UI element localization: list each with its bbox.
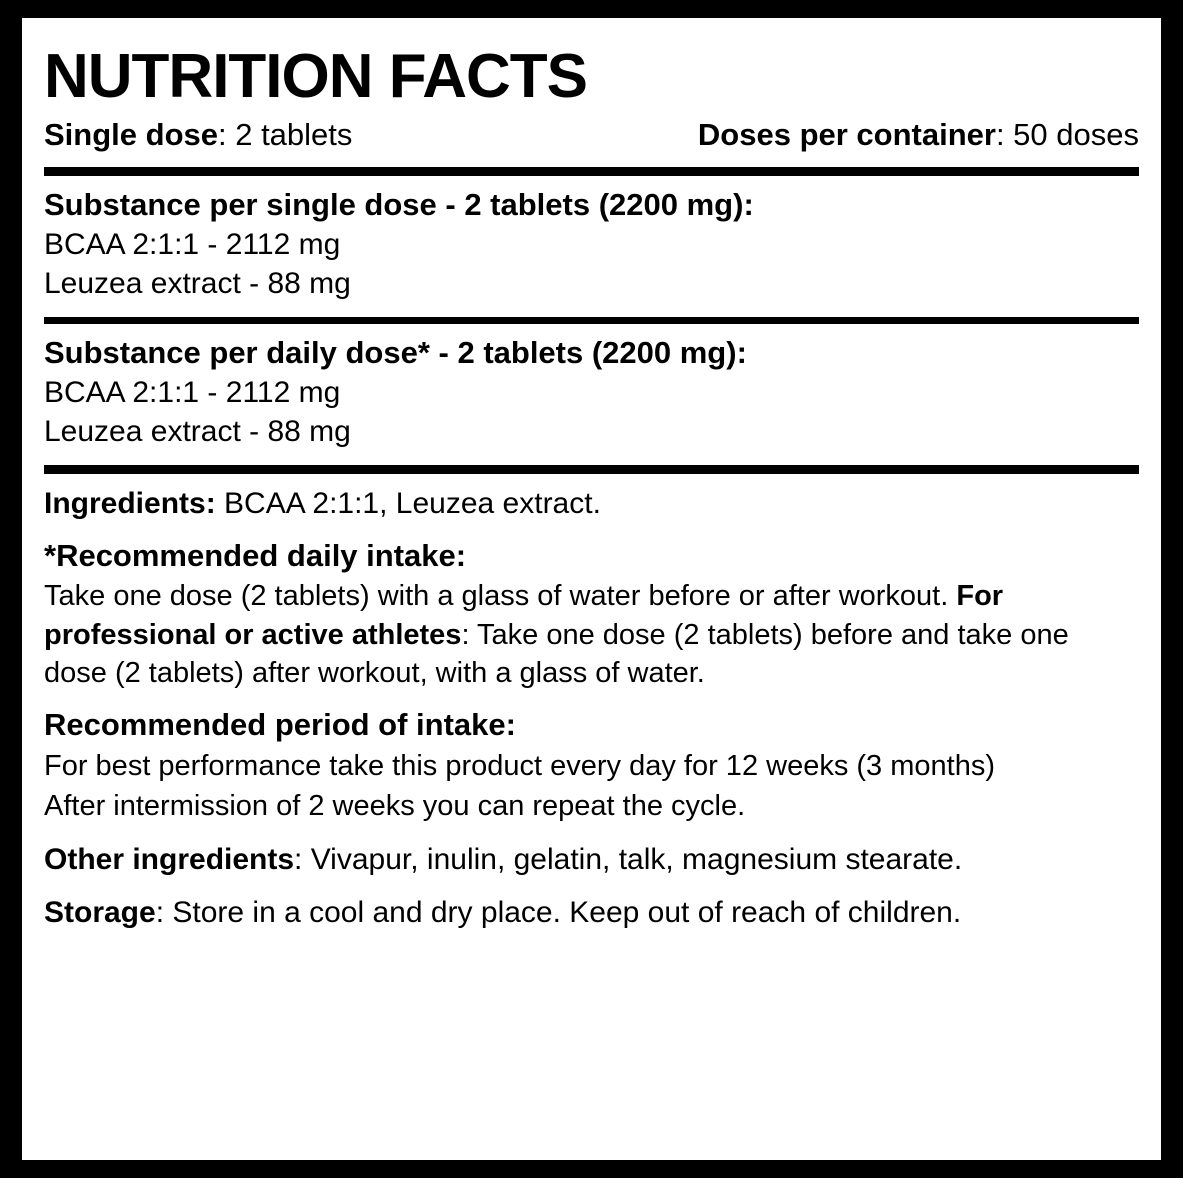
divider-mid [44, 317, 1139, 324]
per-single-dose-item: BCAA 2:1:1 - 2112 mg [44, 227, 341, 261]
ingredients-row [44, 484, 1139, 523]
per-single-dose-item: Leuzea extract - 88 mg [44, 266, 351, 300]
ingredients-label: Ingredients: [44, 486, 216, 520]
doses-per-container-label: Doses per container [697, 117, 996, 152]
recommended-intake-heading: *Recommended daily intake: [44, 537, 467, 573]
divider-thick-bottom [44, 465, 1139, 474]
period-of-intake-line: For best performance take this product every day for 12 weeks (3 months) [44, 749, 995, 782]
per-daily-dose-section [44, 334, 1139, 451]
recommended-intake-text [44, 577, 1139, 692]
page-title: NUTRITION FACTS [44, 42, 587, 111]
single-dose [44, 116, 352, 153]
doses-per-container-value: : 50 doses [995, 117, 1139, 152]
other-ingredients-value: : Vivapur, inulin, gelatin, talk, magnesium stearate. [294, 842, 963, 876]
per-single-dose-section [44, 186, 1139, 303]
other-ingredients-row [44, 840, 1139, 879]
period-of-intake-heading: Recommended period of intake: [44, 707, 516, 743]
single-dose-value: : 2 tablets [217, 117, 353, 152]
divider-thick-top [44, 167, 1139, 176]
per-daily-dose-item: Leuzea extract - 88 mg [44, 414, 351, 448]
recommended-intake-bold-1: For professional or active athletes [44, 580, 1004, 651]
recommended-intake-section [44, 537, 1139, 693]
recommended-intake-text-2: : Take one dose (2 tablets) before and take one dose (2 tablets) after workout, with a glass of water. [44, 618, 1069, 689]
doses-per-container [698, 116, 1139, 153]
storage-value: : Store in a cool and dry place. Keep out of reach of children. [155, 895, 962, 929]
period-of-intake-section [44, 706, 1139, 825]
nutrition-facts-panel [22, 18, 1161, 1160]
serving-row [44, 116, 1139, 153]
storage-label: Storage [44, 895, 156, 929]
single-dose-label: Single dose [44, 117, 218, 152]
recommended-intake-text-1: Take one dose (2 tablets) with a glass of water before or after workout. [44, 580, 957, 613]
per-single-dose-heading: Substance per single dose - 2 tablets (2200 mg): [44, 187, 754, 223]
other-ingredients-label: Other ingredients [44, 842, 295, 876]
ingredients-value: BCAA 2:1:1, Leuzea extract. [215, 486, 601, 520]
period-of-intake-line: After intermission of 2 weeks you can repeat the cycle. [44, 790, 746, 823]
storage-row [44, 893, 1139, 932]
per-daily-dose-heading: Substance per daily dose* - 2 tablets (2200 mg): [44, 334, 747, 370]
per-daily-dose-item: BCAA 2:1:1 - 2112 mg [44, 375, 341, 409]
